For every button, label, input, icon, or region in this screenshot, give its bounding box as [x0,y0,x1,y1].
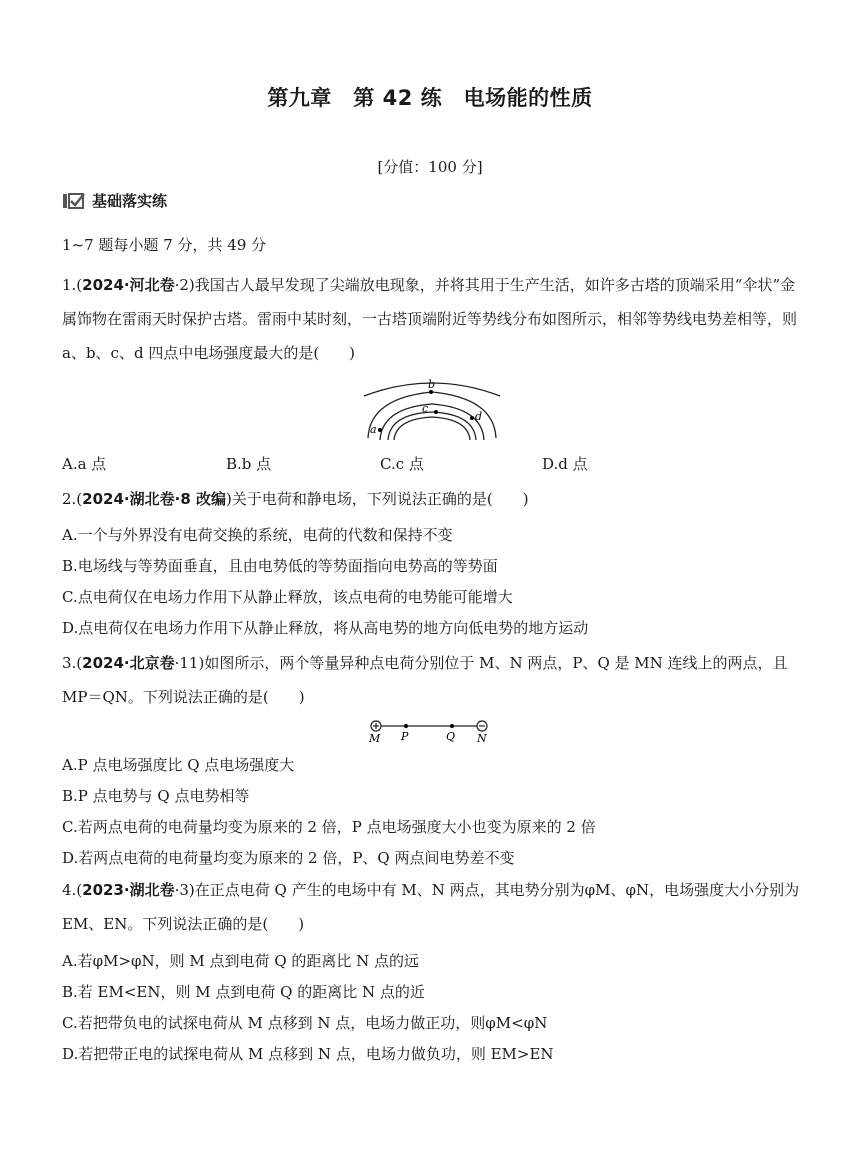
question-4-source: 2023·湖北卷 [82,881,175,899]
q2-option-d[interactable]: D.点电荷仅在电场力作用下从静止释放，将从高电势的地方向低电势的地方运动 [62,619,589,637]
question-3-source: 2024·北京卷 [82,654,175,672]
q1-option-c[interactable]: C.c 点 [380,455,424,473]
q1-option-d[interactable]: D.d 点 [542,455,588,473]
instruction: 1~7 题每小题 7 分，共 49 分 [62,236,267,254]
q4-option-d[interactable]: D.若把带正电的试探电荷从 M 点移到 N 点，电场力做负功，则 EM>EN [62,1045,554,1063]
label-d: d [475,410,483,423]
checklist-icon [62,192,86,210]
q4-option-a[interactable]: A.若φM>φN，则 M 点到电荷 Q 的距离比 N 点的远 [62,952,420,970]
label-N: N [477,732,487,744]
q1-option-b[interactable]: B.b 点 [226,455,272,473]
page-title: 第九章 第 42 练 电场能的性质 [267,86,593,110]
label-M: M [369,732,381,744]
q3-option-b[interactable]: B.P 点电势与 Q 点电势相等 [62,787,250,805]
charges-figure [366,718,496,744]
question-1: 1.(2024·河北卷·2)我国古人最早发现了尖端放电现象，并将其用于生产生活，如许多古塔的顶端采用“伞状”金属饰物在雷雨天时保护古塔。雷雨中某时刻，一古塔顶端附近等势线分布如图所示，相邻等势线电势差相等，则 a、b、c、d 四点中电场强度最大的是( ) [62,276,798,362]
q2-option-a[interactable]: A.一个与外界没有电荷交换的系统，电荷的代数和保持不变 [62,526,453,544]
question-4: 4.(2023·湖北卷·3)在正点电荷 Q 产生的电场中有 M、N 两点，其电势分别为φM、φN，电场强度大小分别为 EM、EN。下列说法正确的是( ) [62,881,800,933]
question-2: 2.(2024·湖北卷·8 改编)关于电荷和静电场，下列说法正确的是( ) [62,490,529,508]
section-title: 基础落实练 [92,192,168,210]
label-c: c [422,402,429,415]
q4-option-b[interactable]: B.若 EM<EN，则 M 点到电荷 Q 的距离比 N 点的近 [62,983,425,1001]
question-3: 3.(2024·北京卷·11)如图所示，两个等量异种点电荷分别位于 M、N 两点，P、Q 是 MN 连线上的两点，且 MP＝QN。下列说法正确的是( ) [62,654,788,706]
question-2-source: 2024·湖北卷·8 改编 [82,490,226,508]
label-a: a [370,423,377,436]
score-label: [分值：100 分] [377,158,483,176]
equipotential-lines-figure [362,374,502,444]
question-1-source: 2024·河北卷 [82,276,175,294]
q4-option-c[interactable]: C.若把带负电的试探电荷从 M 点移到 N 点，电场力做正功，则φM<φN [62,1014,548,1032]
label-Q: Q [446,730,456,743]
q3-option-d[interactable]: D.若两点电荷的电荷量均变为原来的 2 倍，P、Q 两点间电势差不变 [62,849,515,867]
q2-option-b[interactable]: B.电场线与等势面垂直，且由电势低的等势面指向电势高的等势面 [62,557,498,575]
label-b: b [428,378,436,391]
q1-option-a[interactable]: A.a 点 [62,455,107,473]
label-P: P [401,730,409,743]
q2-option-c[interactable]: C.点电荷仅在电场力作用下从静止释放，该点电荷的电势能可能增大 [62,588,513,606]
q3-option-a[interactable]: A.P 点电场强度比 Q 点电场强度大 [62,756,295,774]
q3-option-c[interactable]: C.若两点电荷的电荷量均变为原来的 2 倍，P 点电场强度大小也变为原来的 2 倍 [62,818,596,836]
section-header [62,190,167,211]
